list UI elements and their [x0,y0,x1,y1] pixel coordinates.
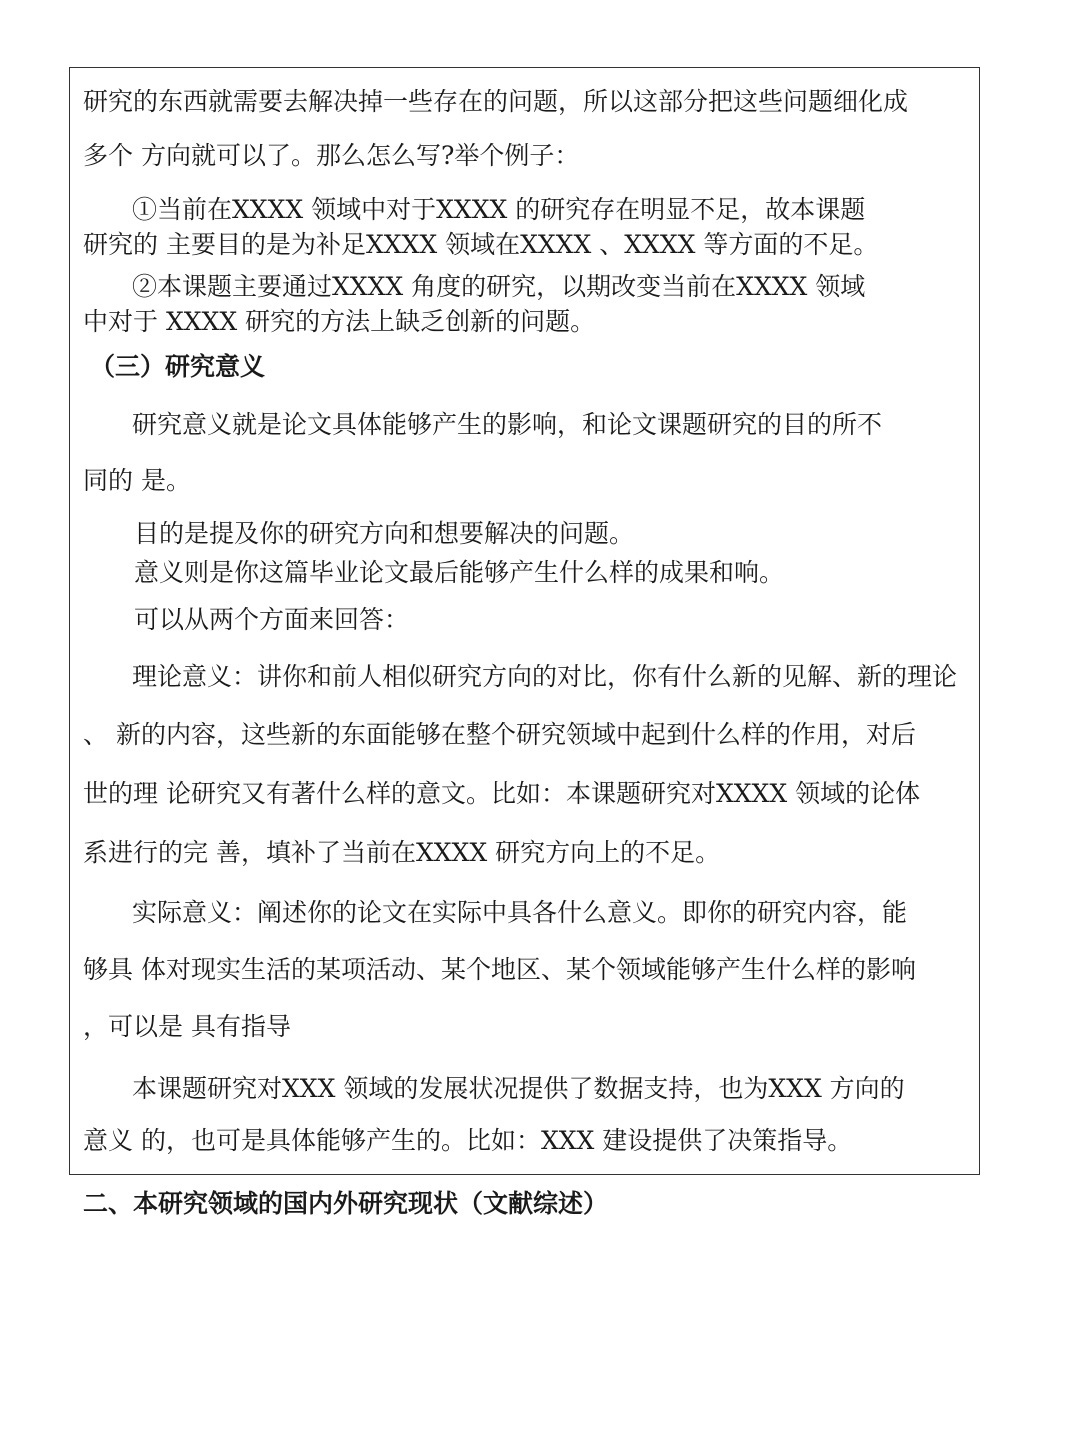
example-1-line-2: 研究的 主要目的是为补足XXXX 领域在XXXX 、XXXX 等方面的不足。 [83,230,879,259]
theoretical-line-3: 世的理 论研究又有著什么样的意文。比如：本课题研究对XXXX 领域的论体 [83,779,921,808]
significance-intro-line-1: 研究意义就是论文具体能够产生的影响，和论文课题研究的目的所不 [132,410,883,439]
practical-line-2: 够具 体对现实生活的某项活动、某个地区、某个领域能够产生什么样的影响 [83,955,916,984]
practical-line-1: 实际意义：阐述你的论文在实际中具各什么意义。即你的研究内容，能 [132,898,908,927]
practical-line-3: ，可以是 具有指导 [83,1012,291,1041]
theoretical-line-2: 、 新的内容，这些新的东面能够在整个研究领域中起到什么样的作用，对后 [83,720,916,749]
purpose-line: 目的是提及你的研究方向和想要解决的问题。 [134,519,635,548]
paragraph-1-line-1: 研究的东西就需要去解决掉一些存在的问题，所以这部分把这些问题细化成 [83,87,909,116]
example-2-line-1: ②本课题主要通过XXXX 角度的研究，以期改变当前在XXXX 领域 [132,272,866,301]
two-aspects-line: 可以从两个方面来回答： [134,605,410,634]
example-2-line-2: 中对于 XXXX 研究的方法上缺乏创新的问题。 [83,307,596,336]
section-two-heading: 二、本研究领域的国内外研究现状（文献综述） [83,1189,609,1218]
meaning-line: 意义则是你这篇毕业论文最后能够产生什么样的成果和响。 [134,558,785,587]
theoretical-line-1: 理论意义：讲你和前人相似研究方向的对比，你有什么新的见解、新的理论 [132,662,958,691]
section-three-heading: （三）研究意义 [90,352,266,381]
example-3-line-2: 意义 的，也可是具体能够产生的。比如：XXX 建设提供了决策指导。 [83,1126,853,1155]
example-3-line-1: 本课题研究对XXX 领域的发展状况提供了数据支持，也为XXX 方向的 [132,1074,905,1103]
paragraph-1-line-2: 多个 方向就可以了。那么怎么写?举个例子： [83,141,580,170]
significance-intro-line-2: 同的 是。 [83,466,191,495]
theoretical-line-4: 系进行的完 善，填补了当前在XXXX 研究方向上的不足。 [83,838,721,867]
example-1-line-1: ①当前在XXXX 领域中对于XXXX 的研究存在明显不足，故本课题 [132,195,866,224]
